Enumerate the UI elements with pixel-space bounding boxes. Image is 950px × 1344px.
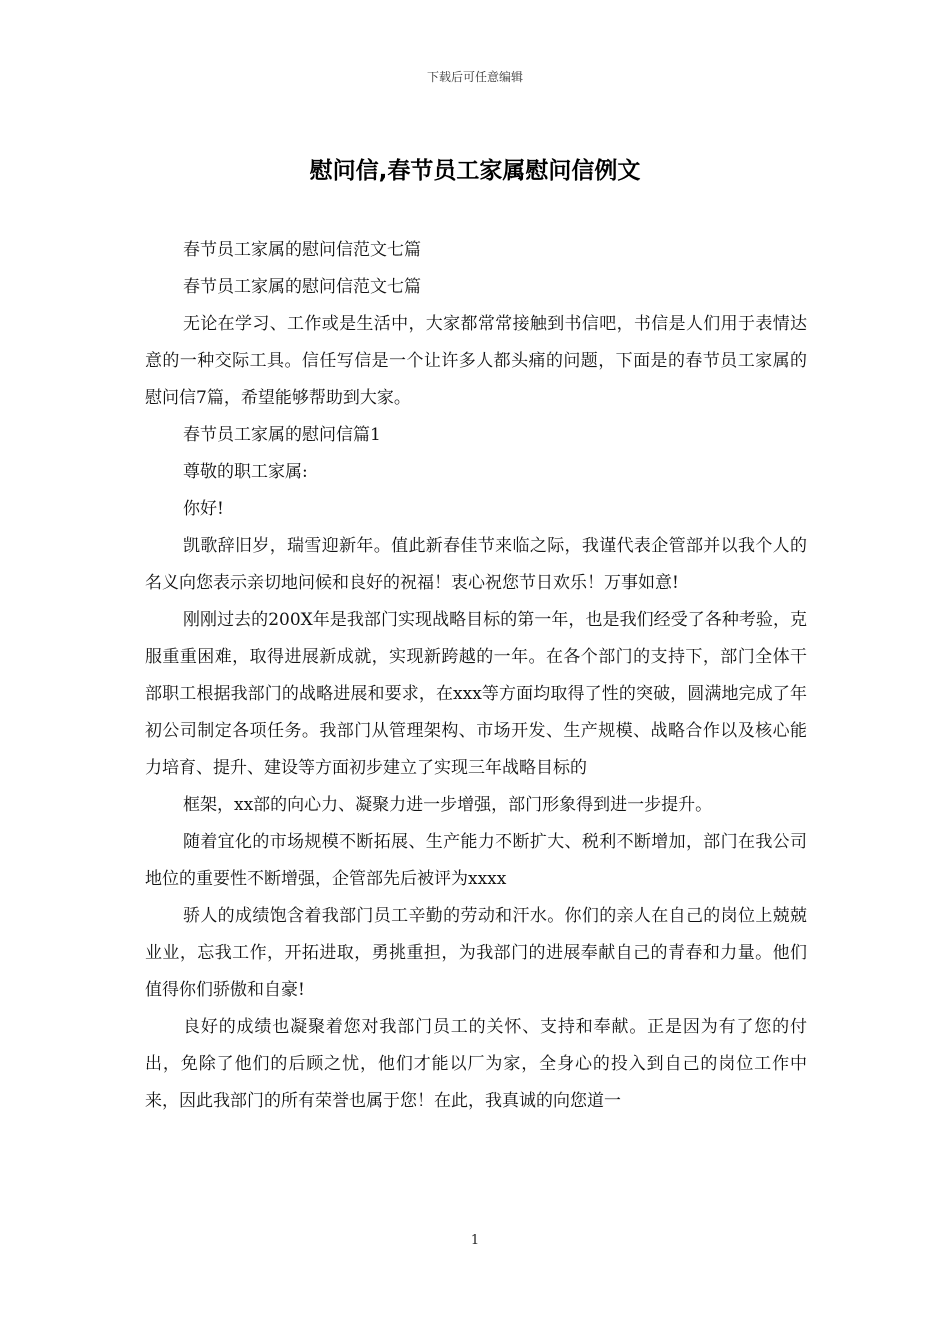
paragraph-subtitle-1: 春节员工家属的慰问信范文七篇 bbox=[183, 240, 421, 260]
paragraph-achievements: 刚刚过去的200X年是我部门实现战略目标的第一年，也是我们经受了各种考验，克服重重困难，取得进展新成就，实现新跨越的一年。在各个部门的支持下，部门全体干部职工根据我部门的战略进展和要求，在xxx等方面均取得了性的突破，圆满地完成了年初公司制定各项任务。我部门从管理架构、市场开发、生产规模、战略合作以及核心能力培育、提升、建设等方面初步建立了实现三年战略目标的 bbox=[145, 610, 807, 778]
paragraph-new-year-wishes: 凯歌辞旧岁，瑞雪迎新年。值此新春佳节来临之际，我谨代表企管部并以我个人的名义向您表示亲切地问候和良好的祝福！衷心祝您节日欢乐！万事如意! bbox=[145, 536, 807, 593]
paragraph-family-support: 良好的成绩也凝聚着您对我部门员工的关怀、支持和奉献。正是因为有了您的付出，免除了他们的后顾之忧，他们才能以厂为家，全身心的投入到自己的岗位工作中来，因此我部门的所有荣誉也属于您！在此，我真诚的向您道一 bbox=[145, 1017, 807, 1111]
paragraph-staff-effort: 骄人的成绩饱含着我部门员工辛勤的劳动和汗水。你们的亲人在自己的岗位上兢兢业业，忘我工作，开拓进取，勇挑重担，为我部门的进展奉献自己的青春和力量。他们值得你们骄傲和自豪! bbox=[145, 906, 807, 1000]
paragraph-subtitle-2: 春节员工家属的慰问信范文七篇 bbox=[183, 277, 421, 297]
paragraph-salutation: 尊敬的职工家属: bbox=[183, 462, 308, 482]
paragraph-letter-heading: 春节员工家属的慰问信篇1 bbox=[183, 425, 381, 445]
paragraph-framework: 框架，xx部的向心力、凝聚力进一步增强，部门形象得到进一步提升。 bbox=[183, 795, 713, 815]
document-body bbox=[145, 232, 807, 1120]
paragraph-market-growth: 随着宜化的市场规模不断拓展、生产能力不断扩大、税利不断增加，部门在我公司地位的重要性不断增强，企管部先后被评为xxxx bbox=[145, 832, 807, 889]
page-number: 1 bbox=[470, 1233, 480, 1248]
paragraph-intro: 无论在学习、工作或是生活中，大家都常常接触到书信吧，书信是人们用于表情达意的一种交际工具。信任写信是一个让许多人都头痛的问题，下面是的春节员工家属的慰问信7篇，希望能够帮助到大家。 bbox=[145, 314, 807, 408]
document-title: 慰问信,春节员工家属慰问信例文 bbox=[309, 158, 641, 184]
paragraph-greeting: 你好! bbox=[183, 499, 224, 519]
header-note: 下载后可任意编辑 bbox=[426, 70, 523, 84]
